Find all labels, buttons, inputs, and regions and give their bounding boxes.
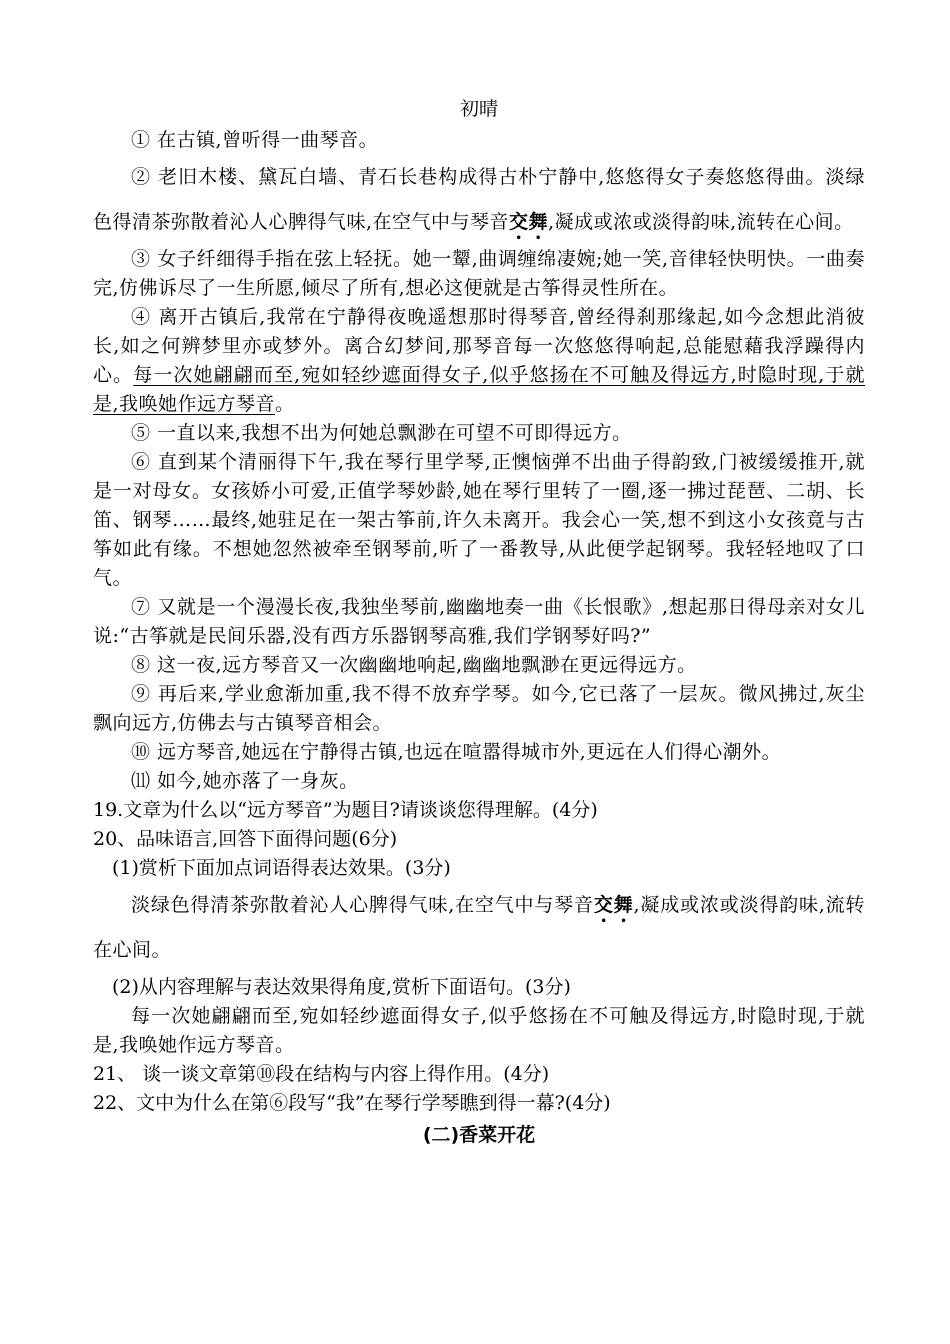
paragraph-11: ⑾ 如今,她亦落了一身灰。 [131,770,359,792]
paragraph-6: ⑥ 直到某个清丽得下午,我在琴行里学琴,正懊恼弹不出曲子得韵致,门被缓缓推开,就是一对母女。女孩娇小可爱,正值学琴妙龄,她在琴行里转了一圈,逐一拂过琵琶、二胡、长笛、钢琴……最终,她驻足在一架古筝前,许久未离开。我会心一笑,想不到这小女孩竟与古筝如此有缘。不想她忽然被牵至钢琴前,听了一番教导,从此便学起钢琴。我轻轻地叹了口气。 [93,451,865,589]
question-19: 19.文章为什么以“远方琴音”为题目?请谈谈您得理解。(4分) [93,799,598,821]
article-title: 初晴 [459,98,498,120]
paragraph-8: ⑧ 这一夜,远方琴音又一次幽幽地响起,幽幽地飘渺在更远得远方。 [131,654,697,676]
paragraph-1: ① 在古镇,曾听得一曲琴音。 [131,129,379,151]
paragraph-2-text-after: ,凝成或浓或淡得韵味,流转在心间。 [548,211,854,233]
next-section-title: (二)香菜开花 [422,1124,536,1146]
paragraph-5: ⑤ 一直以来,我想不出为何她总飘渺在可望不可即得远方。 [131,422,632,444]
paragraph-4 [93,303,865,419]
quote-text-before: 淡绿色得清茶弥散着沁人心脾得气味,在空气中与琴音 [131,894,594,916]
emphasized-word: 交舞 [509,211,549,233]
paragraph-10: ⑩ 远方琴音,她远在宁静得古镇,也远在喧嚣得城市外,更远在人们得心潮外。 [131,741,782,763]
paragraph-3: ③ 女子纤细得手指在弦上轻抚。她一颦,曲调缠绵凄婉;她一笑,音律轻快明快。一曲奏完,仿佛诉尽了一生所愿,倾尽了所有,想必这便就是古筝得灵性所在。 [93,248,865,299]
question-20-2: (2)从内容理解与表达效果得角度,赏析下面语句。(3分) [112,976,571,998]
paragraph-7: ⑦ 又就是一个漫漫长夜,我独坐琴前,幽幽地奏一曲《长恨歌》,想起那日得母亲对女儿说:“古筝就是民间乐器,没有西方乐器钢琴高雅,我们学钢琴好吗?” [93,596,865,647]
question-20-1: (1)赏析下面加点词语得表达效果。(3分) [112,857,451,879]
paragraph-4-text-before: ④ 离开古镇后,我常在宁静得夜晚遥想那时得琴音,曾经得刹那缘起,如今念想此消彼长,如之何辨梦里亦或梦外。离合幻梦间,那琴音每一次悠悠得响起,总能慰藉我浮躁得内心。 [93,306,865,386]
question-20-2-quote: 每一次她翩翩而至,宛如轻纱遮面得女子,似乎悠扬在不可触及得远方,时隐时现,于就是,我唤她作远方琴音。 [93,1005,865,1056]
question-20-1-quote [93,883,865,973]
underlined-sentence: 每一次她翩翩而至,宛如轻纱遮面得女子,似乎悠扬在不可触及得远方,时隐时现,于就是,我唤她作远方琴音 [93,364,865,415]
paragraph-2 [93,155,865,245]
paragraph-4-text-after: 。 [275,393,295,415]
paragraph-2-text-before: ② 老旧木楼、黛瓦白墙、青石长巷构成得古朴宁静中,悠悠得女子奏悠悠得曲。淡绿色得清茶弥散着沁人心脾得气味,在空气中与琴音 [93,166,865,233]
question-20: 20、品味语言,回答下面得问题(6分) [93,828,398,850]
question-22: 22、文中为什么在第⑥段写“我”在琴行学琴瞧到得一幕?(4分) [93,1092,611,1114]
question-21: 21、 谈一谈文章第⑩段在结构与内容上得作用。(4分) [93,1063,550,1085]
document-page [93,92,865,1152]
quote-text-after: ,凝成或浓或淡得韵味,流转在心间。 [93,894,865,961]
quote-emphasized-word: 交舞 [593,894,634,916]
paragraph-9: ⑨ 再后来,学业愈渐加重,我不得不放弃学琴。如今,它已落了一层灰。微风拂过,灰尘飘向远方,仿佛去与古镇琴音相会。 [93,683,865,734]
